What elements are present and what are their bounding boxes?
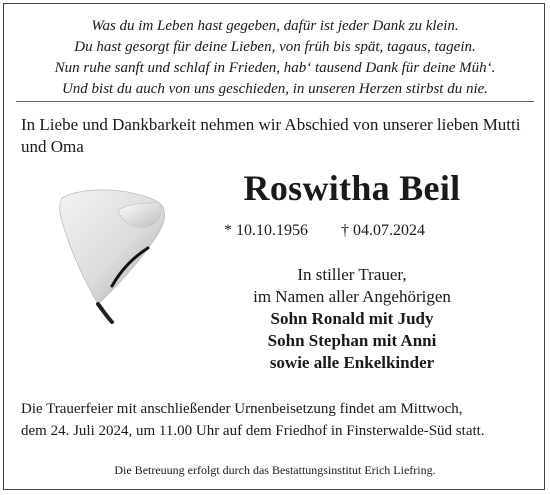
birth-date: * 10.10.1956 [224,222,308,239]
poem [0,16,550,100]
poem-line: Nun ruhe sanft und schlaf in Frieden, hab‘ tausend Dank für deine Müh‘. [54,60,496,76]
poem-line: Du hast gesorgt für deine Lieben, von früh bis spät, tagaus, tagein. [74,39,476,55]
poem-line: Was du im Leben hast gegeben, dafür ist jeder Dank zu klein. [91,18,459,34]
undertaker-note: Die Betreuung erfolgt durch das Bestattungsinstitut Erich Liefring. [114,463,436,477]
intro-text: In Liebe und Dankbarkeit nehmen wir Abschied von unserer lieben Mutti und Oma [21,115,521,156]
divider [16,101,534,102]
family-member: sowie alle Enkelkinder [269,353,435,372]
poem-line: Und bist du auch von uns geschieden, in unseren Herzen stirbst du nie. [61,81,489,97]
funeral-info [21,398,536,442]
deceased-name: Roswitha Beil [243,168,461,208]
funeral-line: Die Trauerfeier mit anschließender Urnenbeisetzung findet am Mittwoch, [21,401,463,417]
funeral-line: dem 24. Juli 2024, um 11.00 Uhr auf dem Friedhof in Finsterwalde-Süd statt. [21,423,485,439]
family-member: Sohn Stephan mit Anni [267,331,437,350]
mourners-line: In stiller Trauer, [297,265,407,284]
mourners [192,264,512,374]
mourners-line: im Namen aller Angehörigen [253,287,451,306]
death-date: † 04.07.2024 [341,222,425,239]
family-member: Sohn Ronald mit Judy [270,309,434,328]
